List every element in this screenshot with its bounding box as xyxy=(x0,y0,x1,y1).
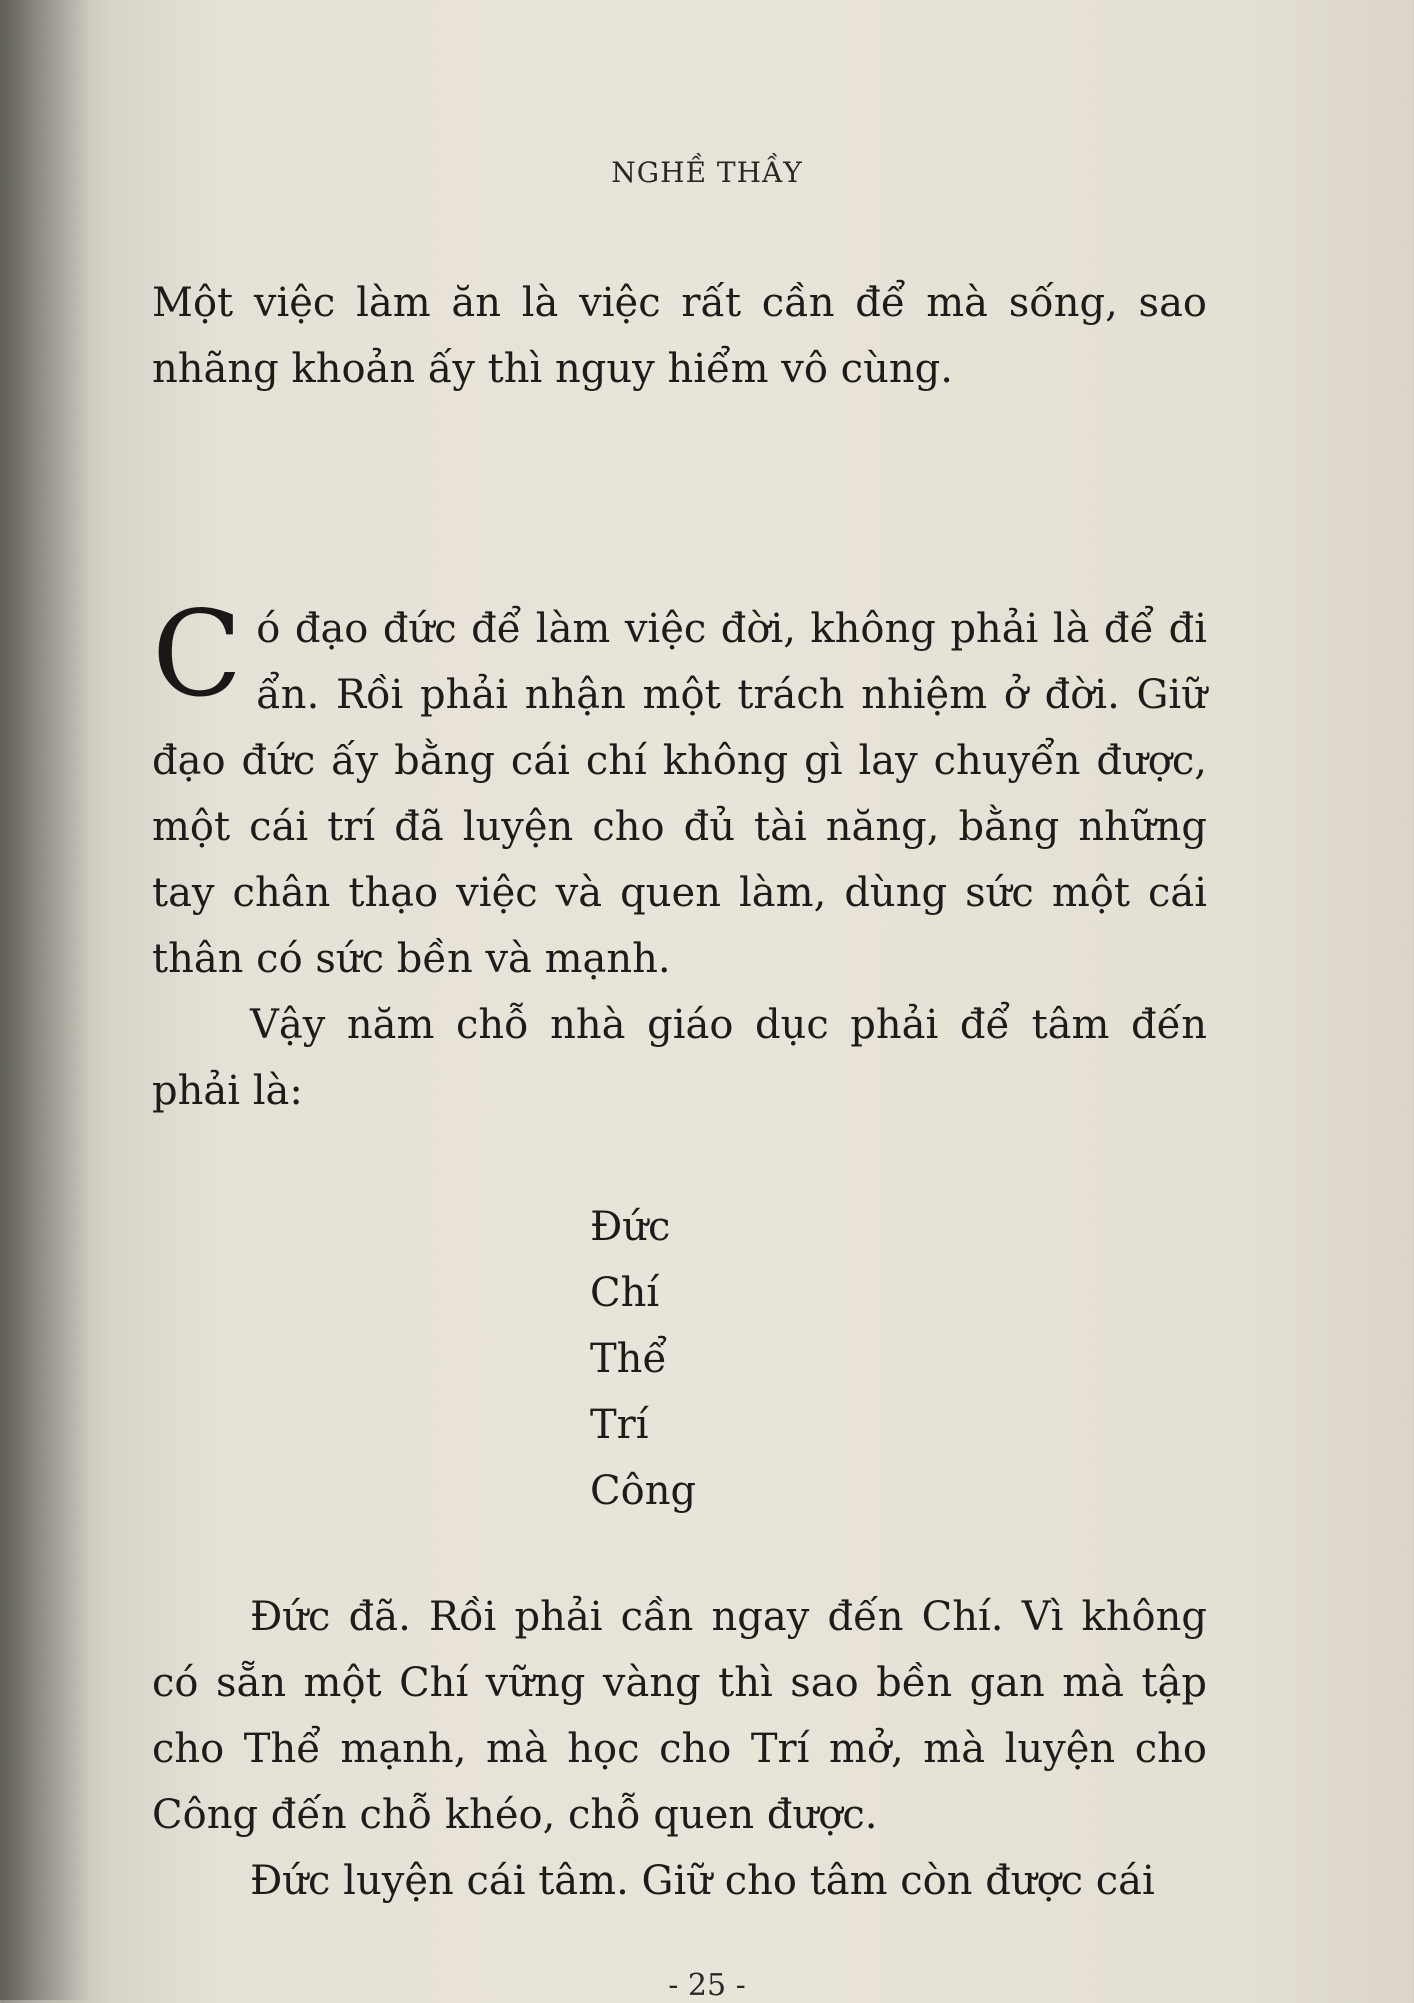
page-number: - 25 - xyxy=(668,1968,746,2003)
paragraph-1 xyxy=(152,270,1207,402)
list-item: Công xyxy=(590,1468,697,1514)
paragraph-3-text: Vậy năm chỗ nhà giáo dục phải để tâm đến phải là: xyxy=(152,1002,1207,1114)
paragraph-5-text: Đức luyện cái tâm. Giữ cho tâm còn được cái xyxy=(250,1858,1155,1904)
virtues-list xyxy=(590,1194,890,1524)
paragraph-1-text: Một việc làm ăn là việc rất cần để mà sống, sao nhãng khoản ấy thì nguy hiểm vô cùng. xyxy=(152,280,1207,392)
list-item: Trí xyxy=(590,1402,649,1448)
paragraph-2-text xyxy=(152,585,1207,992)
page-gutter-shadow xyxy=(0,0,90,2000)
running-header: NGHỀ THẦY xyxy=(611,156,803,189)
list-item: Đức xyxy=(590,1204,671,1250)
paragraph-2-body: ó đạo đức để làm việc đời, không phải là để đi ẩn. Rồi phải nhận một trách nhiệm ở đời. Giữ đạo đức ấy bằng cái chí không gì lay chuyển được, một cái trí đã luyện cho đủ tài năng, bằng những tay chân thạo việc và quen làm, dùng sức một cái thân có sức bền và mạnh. xyxy=(152,606,1207,982)
paragraph-4-text: Đức đã. Rồi phải cần ngay đến Chí. Vì không có sẵn một Chí vững vàng thì sao bền gan mà tập cho Thể mạnh, mà học cho Trí mở, mà luyện cho Công đến chỗ khéo, chỗ quen được. xyxy=(152,1594,1207,1838)
list-item: Chí xyxy=(590,1270,660,1316)
paragraph-4-block xyxy=(152,1584,1207,1914)
drop-cap: C xyxy=(152,585,243,723)
list-item: Thể xyxy=(590,1336,668,1382)
paragraph-2 xyxy=(152,585,1207,1124)
